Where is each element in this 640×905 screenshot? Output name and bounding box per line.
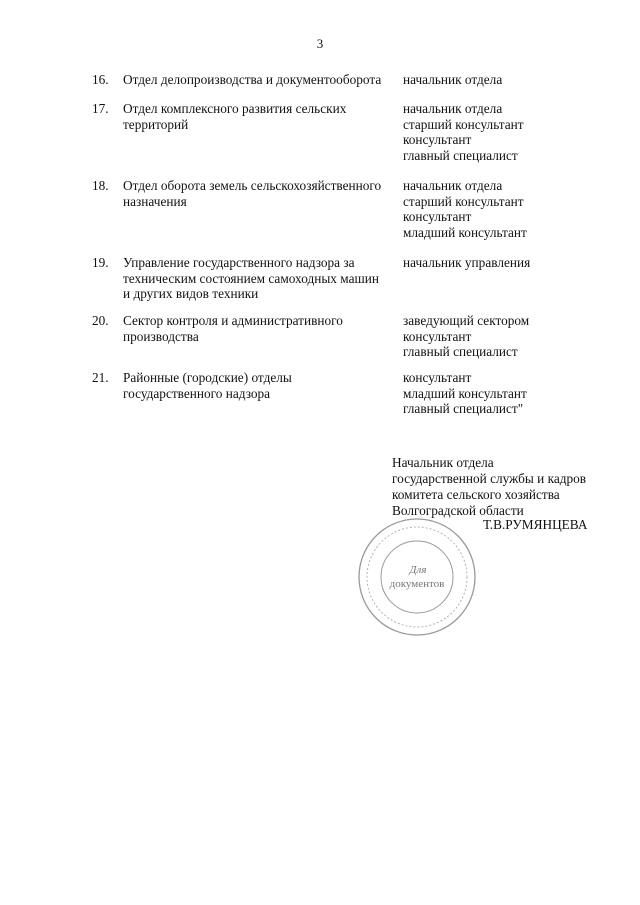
item-number: 20. [92,313,109,328]
position-title: начальник отдела [403,178,503,193]
position-title: начальник отдела [403,101,503,116]
position-title: консультант [403,132,472,147]
department-name [123,255,403,302]
item-number: 18. [92,178,109,193]
department-name [123,313,403,344]
item-number: 19. [92,255,109,270]
position-title: младший консультант [403,385,527,401]
stamp-seal [356,516,478,638]
position-list [403,72,633,88]
position-list [403,370,633,417]
department-name-line: Отдел делопроизводства и документооборота [123,72,382,87]
position-list [403,101,633,163]
position-title: старший консультант [403,116,524,132]
position-list [403,313,633,360]
signer-title-line: государственной службы и кадров [392,471,587,486]
position-title: консультант [403,370,472,385]
stamp-text: Для [409,564,427,576]
department-name-line: Районные (городские) отделы [123,370,292,385]
position-title: главный специалист" [403,401,524,416]
position-title: старший консультант [403,193,524,209]
position-title: консультант [403,328,472,344]
department-name-line: назначения [123,193,187,209]
department-name [123,178,403,209]
department-name-line: Отдел оборота земель сельскохозяйственного [123,178,382,193]
item-number: 21. [92,370,109,385]
department-name-line: Отдел комплексного развития сельских [123,101,347,116]
signer-title-line: Волгоградской области [392,503,524,518]
signer-name: Т.В.РУМЯНЦЕВА [483,517,588,532]
signer-title-line: комитета сельского хозяйства [392,487,560,502]
position-title: заведующий сектором [403,313,530,328]
position-title: начальник управления [403,255,531,270]
department-name-line: производства [123,328,199,344]
department-name-line: государственного надзора [123,385,271,401]
item-number: 17. [92,101,109,116]
department-name [123,72,403,88]
position-title: главный специалист [403,344,518,359]
stamp-text: документов [389,578,445,590]
position-title: главный специалист [403,147,518,163]
department-name-line: территорий [123,116,189,132]
signature-block [392,455,632,519]
position-title: консультант [403,209,472,224]
item-number: 16. [92,72,109,87]
position-list [403,255,633,271]
signer-title-line: Начальник отдела [392,455,494,470]
department-name-line: Управление государственного надзора за [123,255,355,270]
department-name [123,101,403,132]
position-title: младший консультант [403,224,527,240]
department-name-line: Сектор контроля и административного [123,313,343,328]
department-name-line: техническим состоянием самоходных машин [123,270,379,286]
department-name-line: и других видов техники [123,286,259,301]
position-list [403,178,633,240]
page-number: 3 [316,36,324,51]
position-title: начальник отдела [403,72,503,87]
department-name [123,370,403,401]
